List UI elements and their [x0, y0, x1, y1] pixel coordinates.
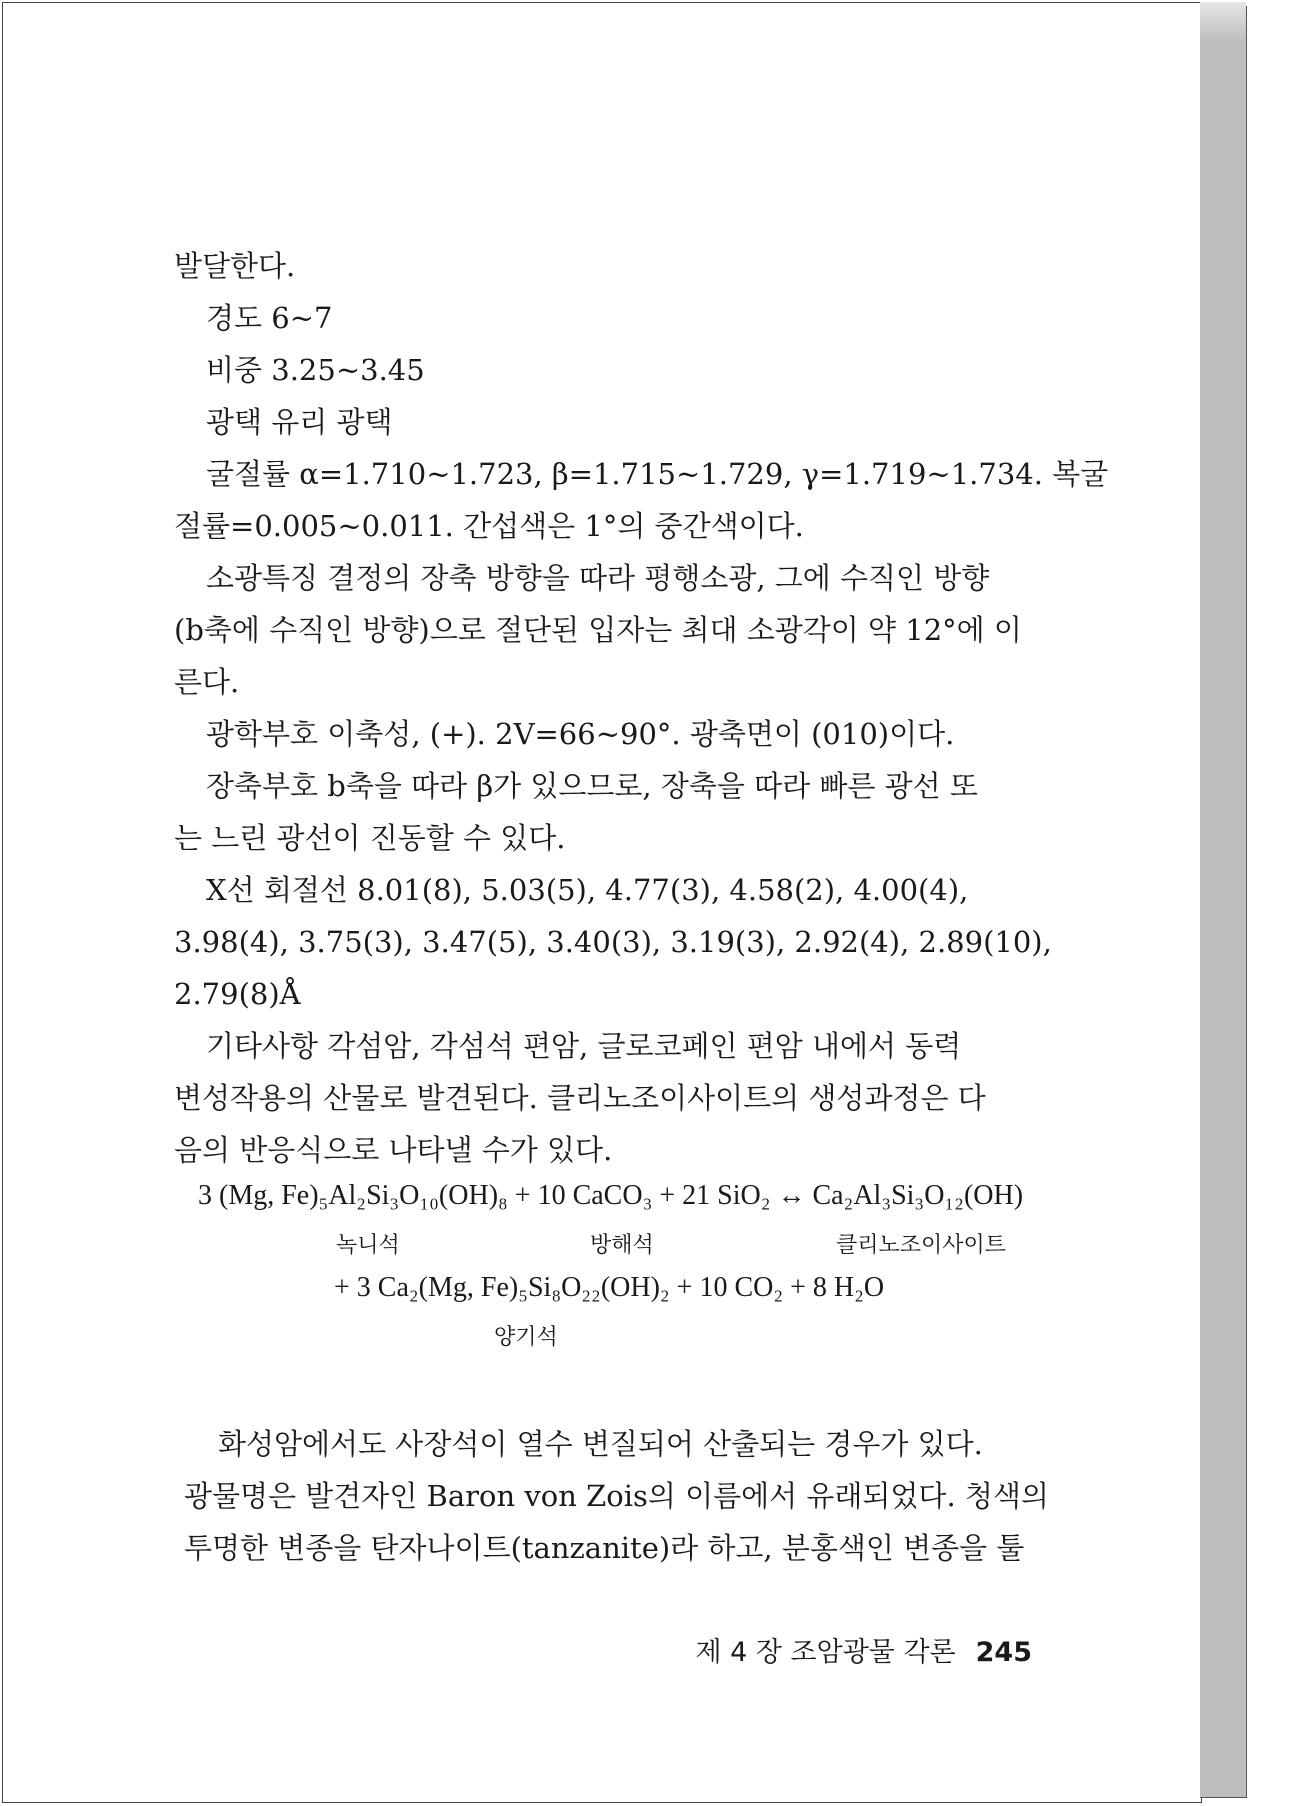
book-spine: [1200, 6, 1247, 1798]
mineral-label-clinozoisite: 클리노조이사이트: [836, 1233, 1007, 1258]
text-line: 는 느린 광선이 진동할 수 있다.: [174, 821, 566, 855]
text-line: 경도 6~7: [206, 301, 333, 335]
text-line: X선 회절선 8.01(8), 5.03(5), 4.77(3), 4.58(2), 4.00(4),: [206, 873, 969, 907]
text-line: (b축에 수직인 방향)으로 절단된 입자는 최대 소광각이 약 12°에 이: [174, 613, 1022, 647]
mineral-label-tremolite: 양기석: [494, 1325, 558, 1350]
body-text: [174, 240, 1109, 1176]
page-number: 245: [975, 1637, 1032, 1668]
text-line: 화성암에서도 사장석이 열수 변질되어 산출되는 경우가 있다.: [218, 1427, 983, 1461]
text-line: 른다.: [174, 665, 240, 699]
text-line: 광물명은 발견자인 Baron von Zois의 이름에서 유래되었다. 청색의: [184, 1479, 1049, 1513]
text-line: 광학부호 이축성, (+). 2V=66~90°. 광축면이 (010)이다.: [206, 717, 955, 751]
text-line: 발달한다.: [174, 249, 296, 283]
reaction-equation-line1: 3 (Mg, Fe)₅Al₂Si₃O₁₀(OH)₈ + 10 CaCO₃ + 21 SiO₂ ↔ Ca₂Al₃Si₃O₁₂(OH): [198, 1180, 1024, 1211]
text-line: 투명한 변종을 탄자나이트(tanzanite)라 하고, 분홍색인 변종을 툴: [184, 1531, 1025, 1565]
reaction-equation-line2: + 3 Ca₂(Mg, Fe)₅Si₈O₂₂(OH)₂ + 10 CO₂ + 8 H₂O: [334, 1272, 885, 1303]
text-line: 비중 3.25~3.45: [206, 353, 425, 387]
text-line: 절률=0.005~0.011. 간섭색은 1°의 중간색이다.: [174, 509, 804, 543]
text-line: 소광특징 결정의 장축 방향을 따라 평행소광, 그에 수직인 방향: [206, 561, 990, 595]
text-line: 2.79(8)Å: [174, 977, 301, 1011]
page-footer: [695, 1630, 1032, 1669]
text-line: 굴절률 α=1.710~1.723, β=1.715~1.729, γ=1.719~1.734. 복굴: [206, 457, 1109, 491]
text-line: 기타사항 각섬암, 각섬석 편암, 글로코페인 편암 내에서 동력: [206, 1029, 962, 1063]
text-line: 광택 유리 광택: [206, 405, 393, 439]
text-line: 장축부호 b축을 따라 β가 있으므로, 장축을 따라 빠른 광선 또: [206, 769, 978, 803]
text-line: 음의 반응식으로 나타낼 수가 있다.: [174, 1133, 613, 1167]
mineral-label-calcite: 방해석: [590, 1233, 654, 1258]
text-line: 변성작용의 산물로 발견된다. 클리노조이사이트의 생성과정은 다: [174, 1081, 986, 1115]
chapter-title: 제 4 장 조암광물 각론: [695, 1637, 956, 1668]
closing-text: [178, 1418, 1058, 1574]
book-spine-top: [1200, 2, 1246, 42]
text-line: 3.98(4), 3.75(3), 3.47(5), 3.40(3), 3.19(3), 2.92(4), 2.89(10),: [174, 925, 1052, 959]
mineral-label-chlorite: 녹니석: [336, 1233, 400, 1258]
